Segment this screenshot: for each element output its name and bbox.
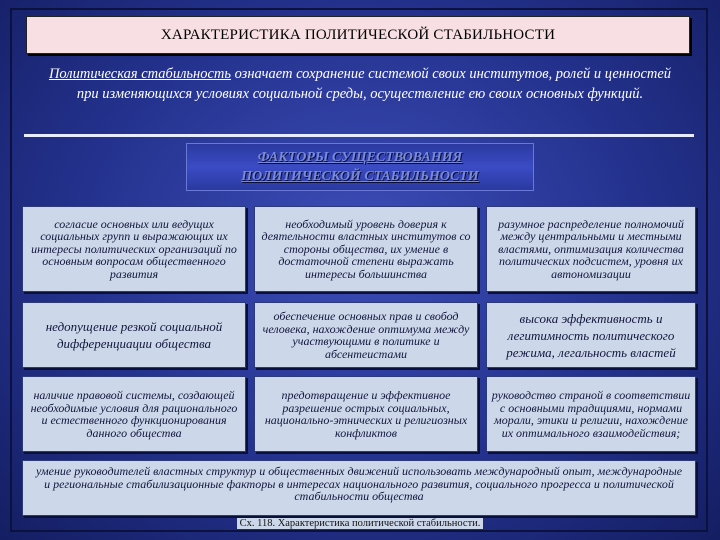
factor-cell (486, 302, 696, 368)
factor-text: необходимый уровень доверия к деятельности властных институтов со стороны общества, их умение в достаточной степени выражать интересы большинства (261, 216, 471, 281)
factor-cell (254, 376, 478, 452)
factor-cell (22, 302, 246, 368)
factor-text: разумное распределение полномочий между центральными и местными властями, оптимизация количества политических подсистем, уровня их автономизации (498, 216, 684, 281)
factor-cell (22, 206, 246, 292)
factor-text: согласие основных или ведущих социальных групп и выражающих их интересы политических организаций по основным вопросам общественного развития (31, 216, 237, 281)
figure-caption-text: Сх. 118. Характеристика политической стабильности. (237, 518, 484, 529)
bottom-factor-text: умение руководителей властных структур и общественных движений использовать международный опыт, международные и региональные стабилизационные факторы в интересах национального развития, социального прогресса и политической стабильности общества (35, 464, 683, 503)
factor-cell (22, 376, 246, 452)
page-title (26, 16, 690, 54)
definition-term: Политическая стабильность (48, 66, 231, 82)
factor-text: руководство страной в соответствии с основными традициями, нормами морали, этики и религии, нахождение их оптимального взаимодействия; (491, 388, 691, 440)
bottom-factor-cell (22, 460, 696, 516)
figure-caption (0, 518, 720, 529)
factor-cell (254, 206, 478, 292)
definition-text (40, 64, 680, 104)
factor-cell (486, 206, 696, 292)
divider-line (24, 134, 694, 137)
factors-header-line2: ПОЛИТИЧЕСКОЙ СТАБИЛЬНОСТИ (241, 169, 479, 184)
factor-text: высока эффективность и легитимность политического режима, легальность властей (506, 310, 676, 360)
factor-text: обеспечение основных прав и свобод человека, нахождение оптимума между участвующими в политике и абсентеистами (262, 309, 470, 361)
definition-rest: означает сохранение системой своих институтов, ролей и ценностей при изменяющихся условиях социальной среды, осуществление ею своих основных функций. (76, 66, 672, 102)
factor-text: наличие правовой системы, создающей необходимые условия для рационального и естественного функционирования данного общества (30, 388, 238, 440)
factors-header-line1: ФАКТОРЫ СУЩЕСТВОВАНИЯ (257, 150, 463, 165)
factors-header (186, 143, 534, 191)
page-title-text: ХАРАКТЕРИСТИКА ПОЛИТИЧЕСКОЙ СТАБИЛЬНОСТИ (160, 26, 556, 43)
factor-text: недопущение резкой социальной дифференциации общества (45, 319, 223, 351)
factor-text: предотвращение и эффективное разрешение острых социальных, национально-этнических и религиозных конфликтов (264, 388, 468, 440)
factor-cell (486, 376, 696, 452)
factor-cell (254, 302, 478, 368)
